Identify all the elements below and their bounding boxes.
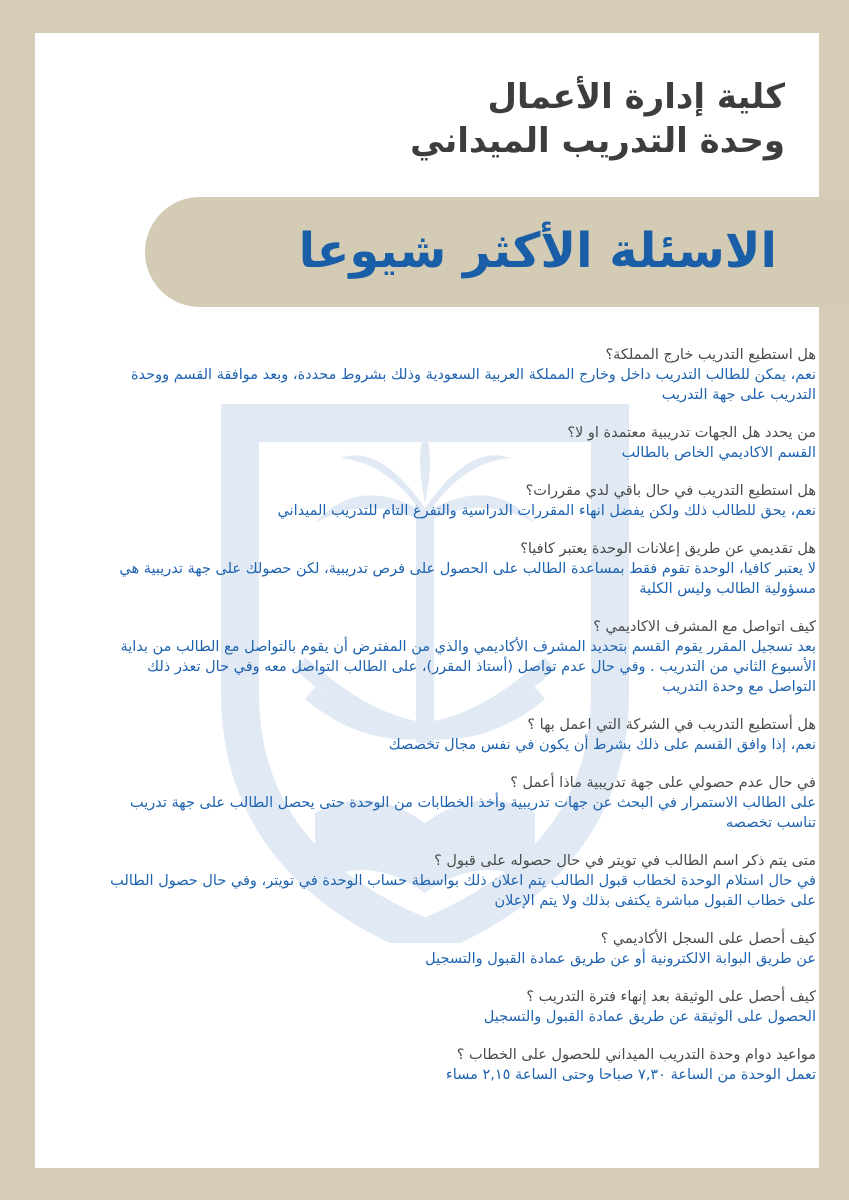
- faq-answer: في حال استلام الوحدة لخطاب قبول الطالب يتم اعلان ذلك بواسطة حساب الوحدة في تويتر، وفي حال حصول الطالب على خطاب القبول مباشرة يكتفى بذلك ولا يتم الإعلان: [110, 873, 816, 909]
- college-title: كلية إدارة الأعمال: [487, 77, 785, 117]
- faq-banner: [145, 197, 849, 307]
- faq-question: كيف اتواصل مع المشرف الاكاديمي ؟: [593, 619, 816, 635]
- faq-question: من يحدد هل الجهات تدريبية معتمدة او لا؟: [567, 425, 816, 441]
- faq-question: هل استطيع التدريب في حال باقي لدي مقررات؟: [525, 483, 816, 499]
- page-header: [410, 75, 785, 163]
- faq-answer: على الطالب الاستمرار في البحث عن جهات تدريبية وأخذ الخطابات من الوحدة حتى يحصل الطالب على جهة تدريب تناسب تخصصه: [129, 795, 816, 831]
- faq-item: [108, 929, 816, 969]
- faq-answer: لا يعتبر كافيا، الوحدة تقوم فقط بمساعدة الطالب على الحصول على فرص تدريبية، لكن حصولك على جهة تدريبية هي مسؤولية الطالب وليس الكلية: [119, 561, 816, 597]
- faq-question: متى يتم ذكر اسم الطالب في تويتر في حال حصوله على قبول ؟: [434, 853, 816, 869]
- faq-question: كيف أحصل على الوثيقة بعد إنهاء فترة التدريب ؟: [526, 989, 816, 1005]
- faq-question: مواعيد دوام وحدة التدريب الميداني للحصول على الخطاب ؟: [456, 1047, 816, 1063]
- faq-item: [108, 481, 816, 521]
- faq-answer: نعم، يحق للطالب ذلك ولكن يفضل انهاء المقررات الدراسية والتفرغ التام للتدريب الميداني: [277, 503, 816, 519]
- faq-answer: القسم الاكاديمي الخاص بالطالب: [621, 445, 816, 461]
- faq-question: كيف أحصل على السجل الأكاديمي ؟: [600, 931, 816, 947]
- faq-item: [108, 1045, 816, 1085]
- faq-answer: تعمل الوحدة من الساعة ٧,٣٠ صباحا وحتى الساعة ٢,١٥ مساء: [445, 1067, 816, 1083]
- faq-answer: الحصول على الوثيقة عن طريق عمادة القبول والتسجيل: [483, 1009, 816, 1025]
- faq-item: [108, 715, 816, 755]
- faq-question: في حال عدم حصولي على جهة تدريبية ماذا أعمل ؟: [510, 775, 816, 791]
- faq-item: [108, 539, 816, 599]
- faq-item: [108, 345, 816, 405]
- faq-answer: بعد تسجيل المقرر يقوم القسم بتحديد المشرف الأكاديمي والذي من المفترض أن يقوم بالتواصل مع الطالب من بداية الأسبوع الثاني من التدريب . وفي حال عدم تواصل (أستاذ المقرر)، على الطالب التواصل معه وفي حال تعذر ذلك التواصل مع وحدة التدريب: [120, 639, 816, 695]
- faq-answer: عن طريق البوابة الالكترونية أو عن طريق عمادة القبول والتسجيل: [425, 951, 816, 967]
- faq-question: هل أستطيع التدريب في الشركة التي اعمل بها ؟: [527, 717, 816, 733]
- faq-question: هل تقديمي عن طريق إعلانات الوحدة يعتبر كافيا؟: [520, 541, 816, 557]
- unit-title: وحدة التدريب الميداني: [410, 121, 785, 161]
- faq-item: [108, 617, 816, 697]
- faq-item: [108, 773, 816, 833]
- faq-question: هل استطيع التدريب خارج المملكة؟: [605, 347, 816, 363]
- faq-answer: نعم، إذا وافق القسم على ذلك بشرط أن يكون في نفس مجال تخصصك: [388, 737, 816, 753]
- faq-item: [108, 423, 816, 463]
- faq-answer: نعم، يمكن للطالب التدريب داخل وخارج المملكة العربية السعودية وذلك بشروط محددة، وبعد موافقة القسم ووحدة التدريب على جهة التدريب: [130, 367, 816, 403]
- page-title: الاسئلة الأكثر شيوعا: [298, 223, 777, 279]
- faq-list: [108, 345, 816, 1103]
- faq-item: [108, 851, 816, 911]
- faq-item: [108, 987, 816, 1027]
